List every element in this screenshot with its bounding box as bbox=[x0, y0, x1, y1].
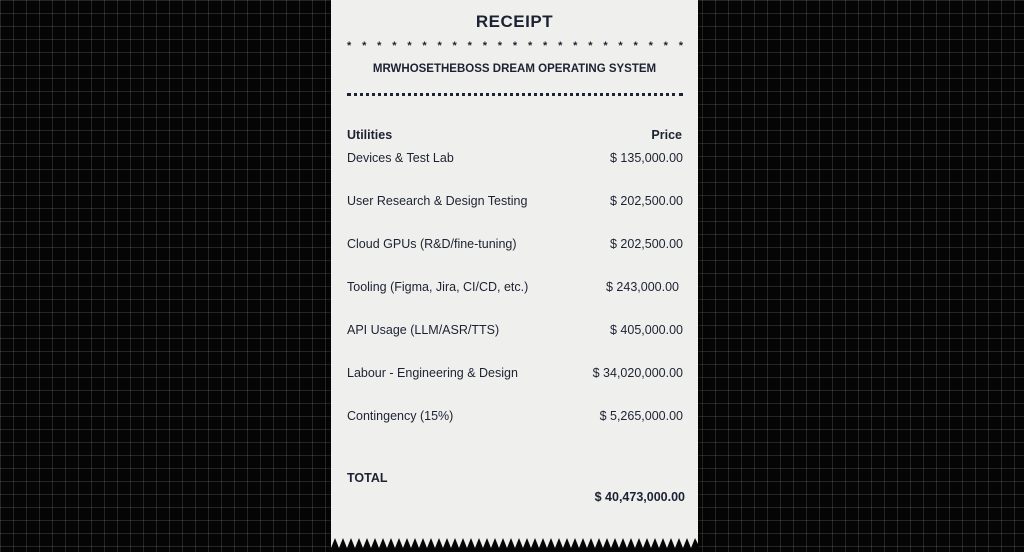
line-item-label: Tooling (Figma, Jira, CI/CD, etc.) bbox=[347, 280, 529, 294]
line-item-price: $ 34,020,000.00 bbox=[592, 366, 683, 380]
star-icon: * bbox=[362, 40, 367, 52]
star-icon: * bbox=[588, 40, 593, 52]
star-icon: * bbox=[437, 40, 442, 52]
star-icon: * bbox=[663, 40, 668, 52]
star-icon: * bbox=[558, 40, 563, 52]
line-item-price: $ 202,500.00 bbox=[610, 237, 683, 251]
star-icon: * bbox=[392, 40, 397, 52]
star-icon: * bbox=[422, 40, 427, 52]
line-item-price: $ 5,265,000.00 bbox=[599, 409, 683, 423]
line-item bbox=[347, 237, 683, 253]
dotted-divider bbox=[347, 93, 683, 96]
star-icon: * bbox=[618, 40, 623, 52]
star-icon: * bbox=[512, 40, 518, 52]
column-header-price: Price bbox=[651, 128, 682, 142]
receipt-paper bbox=[331, 0, 698, 552]
star-icon: * bbox=[347, 40, 352, 52]
star-icon: * bbox=[497, 40, 503, 52]
line-item bbox=[347, 194, 683, 210]
torn-edge bbox=[331, 532, 698, 552]
star-icon: * bbox=[603, 40, 608, 52]
star-icon: * bbox=[467, 40, 472, 52]
line-item-label: Cloud GPUs (R&D/fine-tuning) bbox=[347, 237, 517, 251]
star-icon: * bbox=[527, 40, 533, 52]
line-item-price: $ 243,000.00 bbox=[606, 280, 679, 294]
line-item-price: $ 405,000.00 bbox=[610, 323, 683, 337]
star-icon: * bbox=[482, 40, 487, 52]
star-icon: * bbox=[407, 40, 412, 52]
line-item-label: API Usage (LLM/ASR/TTS) bbox=[347, 323, 500, 337]
receipt-title: RECEIPT bbox=[475, 12, 554, 31]
star-icon: * bbox=[633, 40, 638, 52]
line-item-price: $ 135,000.00 bbox=[610, 151, 683, 165]
line-item bbox=[347, 280, 683, 296]
line-item-label: User Research & Design Testing bbox=[347, 194, 528, 208]
line-item-label: Devices & Test Lab bbox=[347, 151, 454, 165]
star-icon: * bbox=[648, 40, 653, 52]
star-icon: * bbox=[678, 40, 683, 52]
line-item-label: Labour - Engineering & Design bbox=[347, 366, 518, 380]
line-item-label: Contingency (15%) bbox=[347, 409, 454, 423]
star-icon: * bbox=[377, 40, 382, 52]
line-item bbox=[347, 151, 683, 167]
star-icon: * bbox=[452, 40, 457, 52]
line-item bbox=[347, 366, 683, 382]
line-item bbox=[347, 409, 683, 425]
star-divider bbox=[347, 40, 683, 52]
column-header-utilities: Utilities bbox=[347, 128, 393, 142]
total-label: TOTAL bbox=[347, 471, 388, 485]
line-item bbox=[347, 323, 683, 339]
total-amount: $ 40,473,000.00 bbox=[594, 490, 685, 504]
star-icon: * bbox=[573, 40, 578, 52]
star-icon: * bbox=[543, 40, 548, 52]
line-item-price: $ 202,500.00 bbox=[610, 194, 683, 208]
receipt-subtitle: MRWHOSETHEBOSS DREAM OPERATING SYSTEM bbox=[372, 63, 657, 75]
